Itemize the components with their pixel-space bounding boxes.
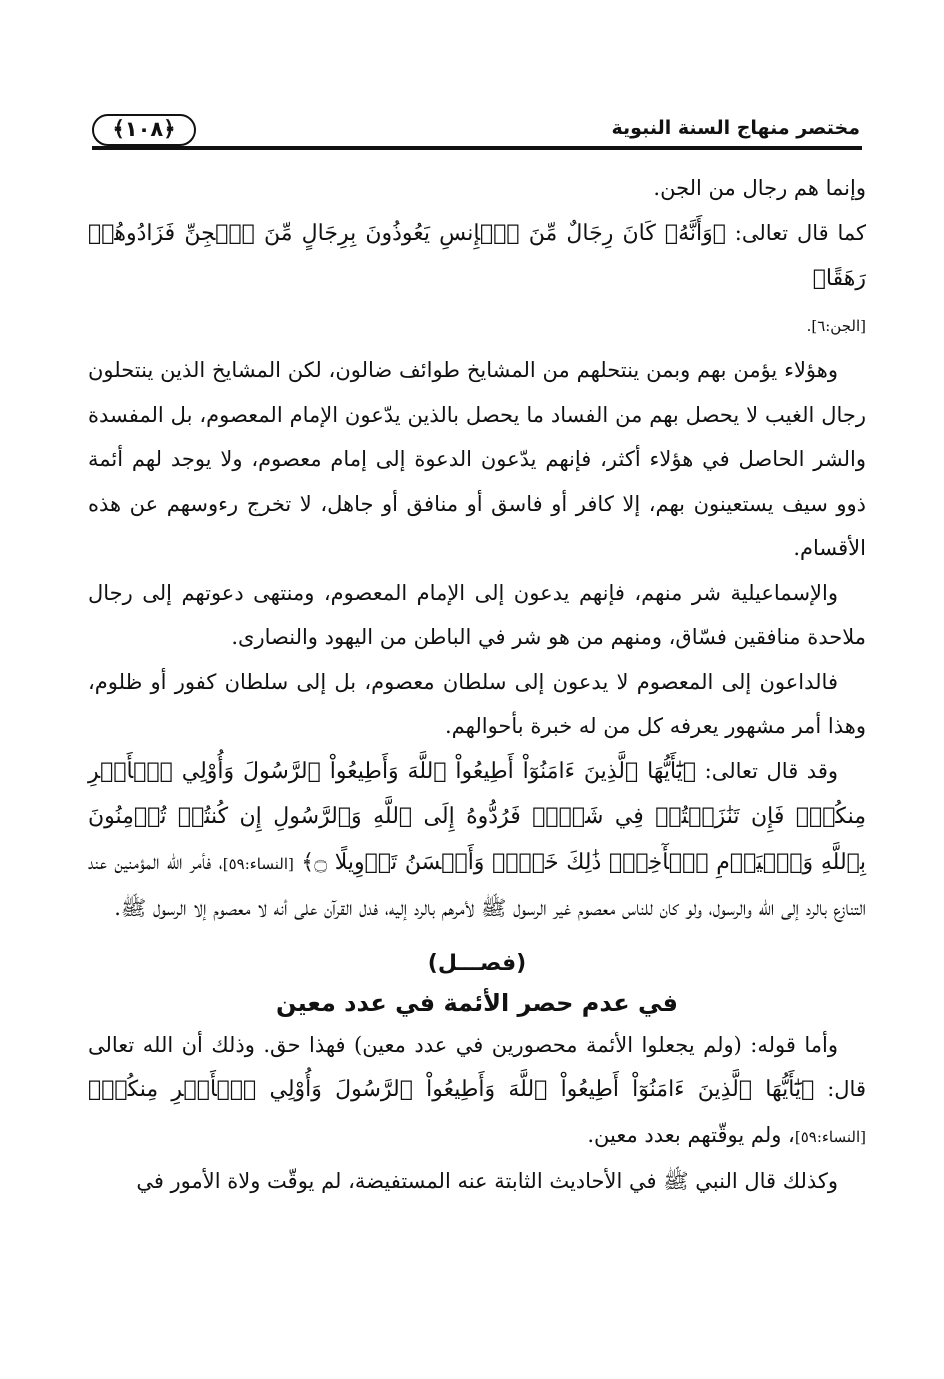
quran-verse-nisa: ﴿يَٰٓأَيُّهَا ٱلَّذِينَ ءَامَنُوٓاْ أَطِيعُواْ ٱللَّهَ وَأَطِيعُواْ ٱلرَّسُولَ وَأُوْلِي ٱلۡأَمۡرِ مِنكُمۡۖ فَإِن تَنَٰزَعۡتُمۡ فِي شَيۡءٖ فَرُدُّوهُ إِلَى ٱللَّهِ وَٱلرَّسُولِ إِن كُنتُمۡ تُؤۡمِنُونَ بِٱللَّهِ وَٱلۡيَوۡمِ ٱلۡأٓخِرِۚ ذَٰلِكَ خَيۡرٞ وَأَحۡسَنُ تَأۡوِيلًا ۝﴾: [88, 758, 866, 875]
page-body: [88, 166, 866, 1204]
paragraph-5: فالداعون إلى المعصوم لا يدعون إلى سلطان معصوم، بل إلى سلطان كفور أو ظلوم، وهذا أمر مشهور يعرفه كل من له خبرة بأحوالهم.: [88, 669, 866, 738]
quran-verse-nisa-2: ﴿يَٰٓأَيُّهَا ٱلَّذِينَ ءَامَنُوٓاْ أَطِيعُواْ ٱللَّهَ وَأَطِيعُواْ ٱلرَّسُولَ وَأُوْلِي ٱلۡأَمۡرِ مِنكُمۡ﴾: [88, 1077, 815, 1102]
paragraph-1: وإنما هم رجال من الجن.: [653, 176, 866, 200]
verse-reference-nisa: [النساء:٥٩]: [222, 854, 294, 873]
paragraph-8: وكذلك قال النبي ﷺ في الأحاديث الثابتة عنه المستفيضة، لم يوقّت ولاة الأمور في: [136, 1169, 838, 1193]
paragraph-3: وهؤلاء يؤمن بهم وبمن ينتحلهم من المشايخ طوائف ضالون، لكن المشايخ الذين ينتحلون رجال الغيب لا يحصل بهم من الفساد ما يحصل بالذين يدّعون الإمام المعصوم، بل المفسدة والشر الحاصل في هؤلاء أكثر، فإنهم يدّعون الدعوة إلى إمام معصوم، ولا يوجد لهم أئمة ذوو سيف يستعينون بهم، إلا كافر أو فاسق أو منافق أو جاهل، لا تخرج رءوسهم عن هذه الأقسام.: [88, 358, 866, 560]
running-header: [92, 108, 862, 148]
paragraph-2-intro: كما قال تعالى:: [725, 220, 866, 245]
paragraph-6-intro: وقد قال تعالى:: [696, 758, 838, 783]
paragraph-4: والإسماعيلية شر منهم، فإنهم يدعون إلى الإمام المعصوم، ومنتهى دعوتهم إلى رجال ملاحدة منافقين فسّاق، ومنهم من هو شر في الباطن من اليهود والنصارى.: [88, 580, 866, 649]
paragraph-7-intro: وأما قوله: (ولم يجعلوا الأئمة محصورين في عدد معين) فهذا حق. وذلك أن الله تعالى قال:: [88, 1032, 866, 1101]
page-number: ﴿١٠٨﴾: [92, 114, 196, 146]
verse-reference-jinn: [الجن:٦].: [806, 316, 866, 335]
section-label: (فصـــل): [427, 950, 527, 976]
header-rule: [92, 146, 862, 150]
paragraph-7-rest: ، ولم يوقّتهم بعدد معين.: [587, 1122, 795, 1147]
paragraph-7: [88, 1023, 866, 1160]
verse-reference-nisa-2: [النساء:٥٩]: [794, 1127, 866, 1146]
paragraph-6: [88, 749, 866, 931]
book-title: مختصر منهاج السنة النبوية: [611, 117, 860, 139]
paragraph-2: [88, 211, 866, 302]
quran-verse-jinn: ﴿وَأَنَّهُۥ كَانَ رِجَالٌ مِّنَ ٱلۡإِنسِ يَعُوذُونَ بِرِجَالٍ مِّنَ ٱلۡجِنِّ فَزَادُوهُمۡ رَهَقًا﴾: [88, 220, 866, 291]
section-title: في عدم حصر الأئمة في عدد معين: [276, 988, 678, 1017]
paragraph-6-rest: ، فأمر الله المؤمنين عند التنازع بالرد إلى الله والرسول، ولو كان للناس معصوم غير الرسول ﷺ لأمرهم بالرد إليه، فدل القرآن على أنه لا معصوم إلا الرسول ﷺ.: [88, 849, 866, 920]
